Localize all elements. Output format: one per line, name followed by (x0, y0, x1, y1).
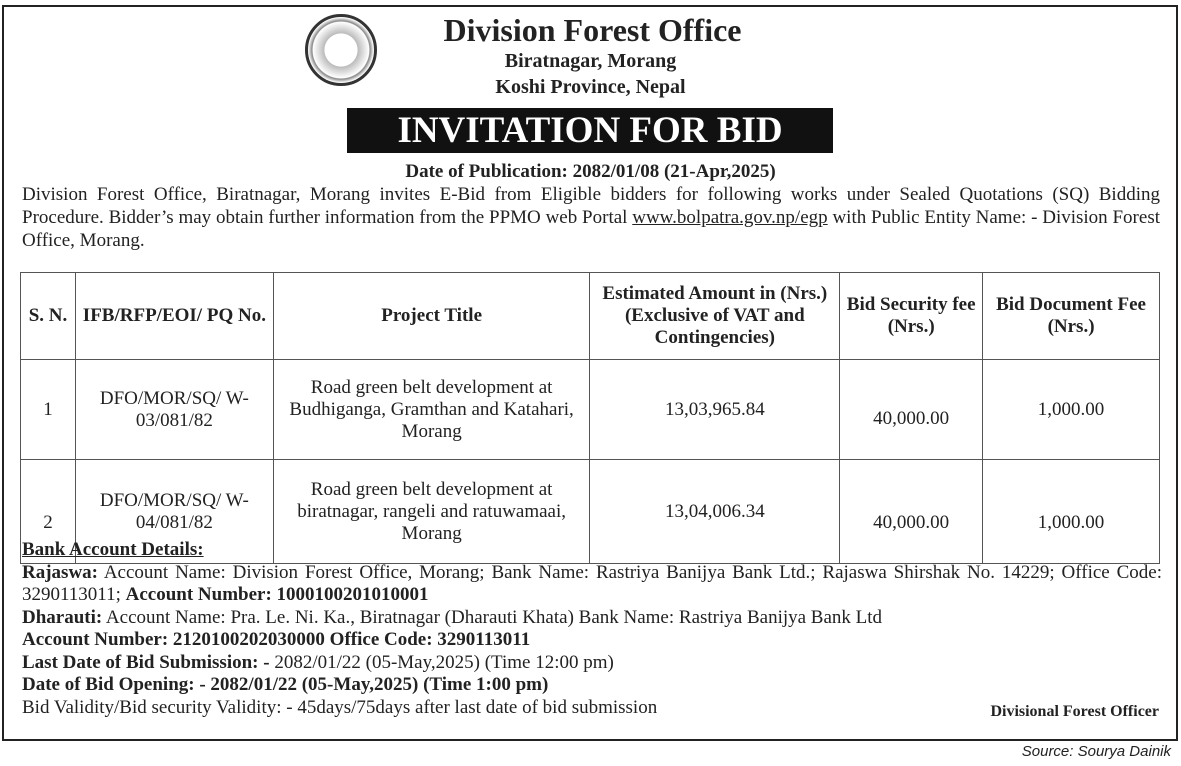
cell-sn: 1 (21, 360, 76, 460)
submission-value: 2082/01/22 (05-May,2025) (Time 12:00 pm) (269, 651, 614, 673)
col-project-title: Project Title (273, 273, 590, 360)
dharauti-account: Account Number: 2120100202030000 Office Code: 3290113011 (22, 629, 531, 650)
col-estimated-amount: Estimated Amount in (Nrs.) (Exclusive of VAT and Contingencies) (590, 273, 840, 360)
signature: Divisional Forest Officer (990, 703, 1159, 720)
cell-estimated-amount: 13,03,965.84 (590, 360, 840, 460)
cell-project-title: Road green belt development at biratnagar, rangeli and ratuwamaai, Morang (273, 460, 590, 564)
intro-text-end: with Public Entity Name: - Division Forest Office, Morang. (22, 207, 1160, 251)
intro-text: Division Forest Office, Biratnagar, Morang invites E-Bid from Eligible bidders for following works under Sealed Quotations (SQ) Bidding Procedure. Bidder’s may obtain further information from the PPMO web Portal (22, 184, 1160, 228)
col-ifb-no: IFB/RFP/EOI/ PQ No. (75, 273, 273, 360)
bid-opening-date: Date of Bid Opening: - 2082/01/22 (05-May,2025) (Time 1:00 pm) (22, 674, 549, 695)
table-row (21, 360, 1160, 460)
table-header-row (21, 273, 1160, 360)
bank-details-title: Bank Account Details: (22, 539, 204, 560)
submission-deadline (22, 652, 1162, 675)
office-address-1: Biratnagar, Morang (504, 50, 677, 72)
cell-estimated-amount: 13,04,006.34 (590, 460, 840, 564)
bank-details (22, 539, 1162, 719)
source-credit: Source: Sourya Dainik (1021, 743, 1171, 760)
bid-validity: Bid Validity/Bid security Validity: - 45days/75days after last date of bid submission (22, 696, 658, 718)
rajaswa-label: Rajaswa: (22, 561, 98, 583)
cell-project-title: Road green belt development at Budhiganga, Gramthan and Katahari, Morang (273, 360, 590, 460)
cell-ifb-no: DFO/MOR/SQ/ W-04/081/82 (75, 460, 273, 564)
office-title: Division Forest Office (443, 12, 742, 48)
submission-label: Last Date of Bid Submission: - (22, 651, 270, 673)
bid-table (20, 272, 1160, 564)
col-bid-security: Bid Security fee (Nrs.) (840, 273, 983, 360)
rajaswa-details (22, 562, 1162, 607)
col-document-fee: Bid Document Fee (Nrs.) (983, 273, 1160, 360)
cell-ifb-no: DFO/MOR/SQ/ W-03/081/82 (75, 360, 273, 460)
cell-bid-security: 40,000.00 (840, 360, 983, 460)
dharauti-text: Account Name: Pra. Le. Ni. Ka., Biratnagar (Dharauti Khata) Bank Name: Rastriya Banijya Bank Ltd (102, 606, 883, 628)
rajaswa-text: Account Name: Division Forest Office, Morang; Bank Name: Rastriya Banijya Bank Ltd.; Rajaswa Shirshak No. 14229; Office Code: 3290113011; (22, 561, 1162, 605)
publication-date: Date of Publication: 2082/01/08 (21-Apr,2025) (405, 161, 776, 182)
cell-bid-security: 40,000.00 (840, 460, 983, 564)
cell-sn: 2 (21, 460, 76, 564)
dharauti-label: Dharauti: (22, 606, 103, 628)
intro-paragraph (22, 183, 1160, 252)
dharauti-details (22, 607, 1162, 630)
cell-document-fee: 1,000.00 (983, 360, 1160, 460)
invitation-banner: INVITATION FOR BID (347, 108, 833, 153)
rajaswa-account: Account Number: 1000100201010001 (125, 584, 429, 605)
office-address-2: Koshi Province, Nepal (495, 76, 686, 98)
ppmo-portal-link[interactable]: www.bolpatra.gov.np/egp (632, 207, 828, 228)
cell-document-fee: 1,000.00 (983, 460, 1160, 564)
col-sn: S. N. (21, 273, 76, 360)
